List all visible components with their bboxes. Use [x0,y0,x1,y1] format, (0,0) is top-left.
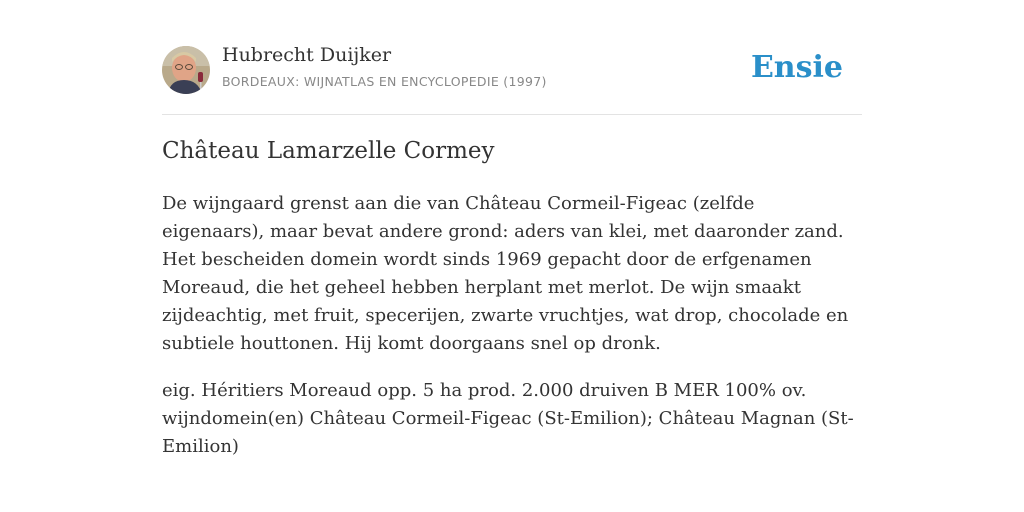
article-card [162,0,862,457]
source-title[interactable]: BORDEAUX: WIJNATLAS EN ENCYCLOPEDIE (1997) [222,74,547,89]
brand-logo[interactable]: Ensie [750,50,843,85]
author-avatar[interactable] [162,46,210,94]
author-name[interactable]: Hubrecht Duijker [222,44,392,66]
article-meta: eig. Héritiers Moreaud opp. 5 ha prod. 2.000 druiven B MER 100% ov. wijndomein(en) Château Cormeil-Figeac (St-Emilion); Château Magnan (St-Emilion) [162,380,854,457]
article-body: De wijngaard grenst aan die van Château Cormeil-Figeac (zelfde eigenaars), maar bevat andere grond: aders van klei, met daaronder zand. Het bescheiden domein wordt sinds 1969 gepacht door de erfgenamen Moreaud, die het geheel hebben herplant met merlot. De wijn smaakt zijdeachtig, met fruit, specerijen, zwarte vruchtjes, wat drop, chocolade en subtiele houttonen. Hij komt doorgaans snel op dronk. [162,193,849,354]
author-portrait-icon [162,46,210,94]
article-header [162,0,862,115]
article-title: Château Lamarzelle Cormey [162,138,495,164]
